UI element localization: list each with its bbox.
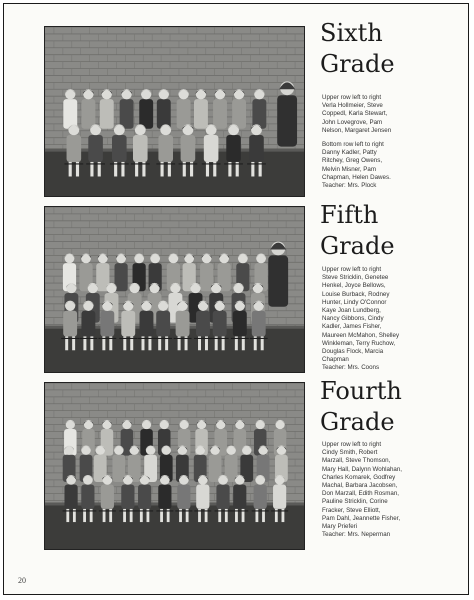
caption-line: Fracker, Steve Elliott, xyxy=(322,506,381,514)
page-number: 20 xyxy=(18,576,26,585)
sixth-grade-caption xyxy=(322,94,470,190)
caption-line: Machal, Barbara Jacobsen, xyxy=(322,482,398,490)
caption-line: John Lovegrove, Pam xyxy=(322,118,383,126)
caption-line: Mary Hall, Dalynn Wohlahan, xyxy=(322,465,403,473)
caption-line: Teacher: Mrs. Coons xyxy=(322,364,380,372)
caption-line: Douglas Flock, Marcia xyxy=(322,348,384,356)
fifth-grade-title-word2: Grade xyxy=(320,232,395,260)
caption-line: Pauline Stricklin, Corine xyxy=(322,498,388,506)
photo-graphic xyxy=(45,27,304,196)
caption-line: Chapman, Helen Dawes. xyxy=(322,173,391,181)
fifth-grade-caption xyxy=(322,266,470,373)
caption-line: Don Marzall, Edith Rosman, xyxy=(322,490,400,498)
caption-line: Hunter, Lindy O'Connor xyxy=(322,298,387,306)
caption-line: Coppedl, Karla Stewart, xyxy=(322,110,388,118)
fifth-grade-class-photo xyxy=(44,206,305,373)
caption-line: Melvin Misner, Pam xyxy=(322,165,376,173)
caption-line: Chapman xyxy=(322,356,349,364)
caption-line: Charles Komarek, Godfrey xyxy=(322,473,396,481)
caption-line: Danny Kadler, Patty xyxy=(322,149,377,157)
caption-line: Teacher: Mrs. Neperman xyxy=(322,531,391,539)
caption-line: Bottom row left to right xyxy=(322,141,384,149)
caption-line: Upper row left to right xyxy=(322,266,382,273)
fourth-grade-class-photo xyxy=(44,382,305,550)
fourth-grade-title-word2: Grade xyxy=(320,408,395,436)
caption-line: Winkleman, Terry Ruchow, xyxy=(322,339,396,347)
yearbook-page xyxy=(3,3,469,595)
caption-line: Steve Stricklin, Genetee xyxy=(322,274,389,282)
sixth-grade-title xyxy=(320,18,470,80)
caption-line: Ritchey, Greg Owens, xyxy=(322,157,383,165)
caption-line: Louise Burback, Rodney xyxy=(322,290,390,298)
sixth-grade-title-word2: Grade xyxy=(320,50,395,78)
caption-line: Henkel, Joyce Bellows, xyxy=(322,282,386,290)
caption-line: Upper row left to right xyxy=(322,441,382,448)
fifth-grade-title-word1: Fifth xyxy=(320,201,379,229)
photo-graphic xyxy=(45,207,304,372)
caption-line: Mary Prieferi xyxy=(322,523,358,531)
fourth-grade-title xyxy=(320,376,470,438)
fourth-grade-title-word1: Fourth xyxy=(320,377,402,405)
caption-line: Teacher: Mrs. Plock xyxy=(322,182,377,190)
photo-graphic xyxy=(45,383,304,549)
caption-line: Verla Hollmeier, Steve xyxy=(322,102,383,110)
fourth-grade-caption xyxy=(322,441,470,539)
caption-line: Upper row left to right xyxy=(322,94,382,101)
fifth-grade-title xyxy=(320,200,470,262)
caption-line: Kaye Joan Lundberg, xyxy=(322,307,381,315)
caption-line: Marzall, Steve Thomson, xyxy=(322,457,391,465)
caption-line: Cindy Smith, Robert xyxy=(322,449,378,457)
caption-line: Pam Dahl, Jeannette Fisher, xyxy=(322,514,401,522)
caption-line: Nancy Gibbons, Cindy xyxy=(322,315,384,323)
caption-line: Kadler, James Fisher, xyxy=(322,323,382,331)
caption-line: Maureen McMahon, Shelley xyxy=(322,331,400,339)
sixth-grade-title-word1: Sixth xyxy=(320,19,383,47)
sixth-grade-class-photo xyxy=(44,26,305,197)
caption-line: Nelson, Margaret Jensen xyxy=(322,126,392,134)
